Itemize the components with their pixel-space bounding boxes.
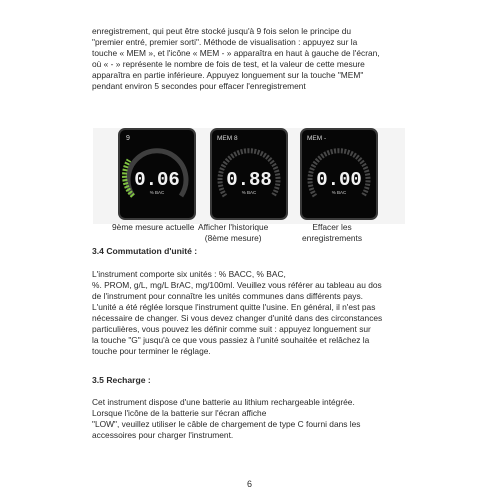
caption-cleared: [302, 222, 362, 244]
caption-history: [198, 222, 268, 244]
section-3-4-title: 3.4 Commutation d'unité :: [92, 246, 198, 256]
section-line: particulières, vous pouvez les définir comme suit : appuyez longuement sur: [92, 324, 371, 334]
caption-line: 9ème mesure actuelle: [112, 222, 195, 232]
screen-value: 0.06: [134, 169, 180, 191]
display-screen-current: [118, 128, 196, 220]
section-line: touche pour terminer le réglage.: [92, 346, 211, 356]
screen-value: 0.00: [316, 169, 362, 191]
caption-current: [112, 222, 194, 233]
screen-top-label: MEM 8: [217, 135, 238, 142]
section-line: Lorsque l'icône de la batterie sur l'écran affiche: [92, 408, 267, 418]
caption-line: Afficher l'historique: [198, 222, 269, 232]
screen-unit: % BAC: [331, 190, 347, 195]
section-line: la touche "G" jusqu'à ce que vous passiez à l'unité souhaitée et relâchez la: [92, 335, 370, 345]
section-line: accessoires pour charger l'instrument.: [92, 430, 234, 440]
section-3-5-title: 3.5 Recharge :: [92, 375, 151, 385]
section-line: de l'instrument pour connaître les unités communes dans différents pays.: [92, 291, 363, 301]
screen-value: 0.88: [226, 169, 272, 191]
intro-line: enregistrement, qui peut être stocké jusqu'à 9 fois selon le principe du: [92, 26, 352, 36]
intro-paragraph: [92, 26, 422, 92]
intro-line: où « - » représente le nombre de fois de test, et la valeur de cette mesure: [92, 59, 365, 69]
screen-top-label: 9: [126, 135, 130, 142]
intro-line: touche « MEM », et l'icône « MEM - » apparaîtra en haut à gauche de l'écran,: [92, 48, 380, 58]
screen-unit: % BAC: [241, 190, 257, 195]
section-line: L'instrument comporte six unités : % BACC, % BAC,: [92, 269, 286, 279]
caption-line: Effacer les: [312, 222, 352, 232]
section-3-4-paragraph: [92, 269, 422, 357]
intro-line: pendant environ 5 secondes pour effacer l'enregistrement: [92, 81, 306, 91]
section-line: %. PROM, g/L, mg/L BrAC, mg/100ml. Veuillez vous référer au tableau au dos: [92, 280, 382, 290]
caption-line: (8ème mesure): [204, 233, 262, 243]
caption-line: enregistrements: [302, 233, 363, 243]
display-screen-history: [210, 128, 288, 220]
section-line: nécessaire de changer. Si vous devez changer d'unité dans des circonstances: [92, 313, 383, 323]
display-screen-cleared: [300, 128, 378, 220]
page-number: 6: [247, 479, 253, 489]
screen-unit: % BAC: [149, 190, 165, 195]
section-line: Cet instrument dispose d'une batterie au lithium rechargeable intégrée.: [92, 397, 355, 407]
section-3-5-paragraph: [92, 397, 422, 441]
intro-line: apparaîtra en partie inférieure. Appuyez longuement sur la touche "MEM": [92, 70, 364, 80]
intro-line: "premier entré, premier sorti". Méthode de visualisation : appuyez sur la: [92, 37, 358, 47]
screen-top-label: MEM -: [307, 135, 327, 142]
section-line: "LOW", veuillez utiliser le câble de chargement de type C fourni dans les: [92, 419, 361, 429]
section-line: L'unité a été réglée lorsque l'instrument quitte l'usine. En général, il n'est pas: [92, 302, 376, 312]
